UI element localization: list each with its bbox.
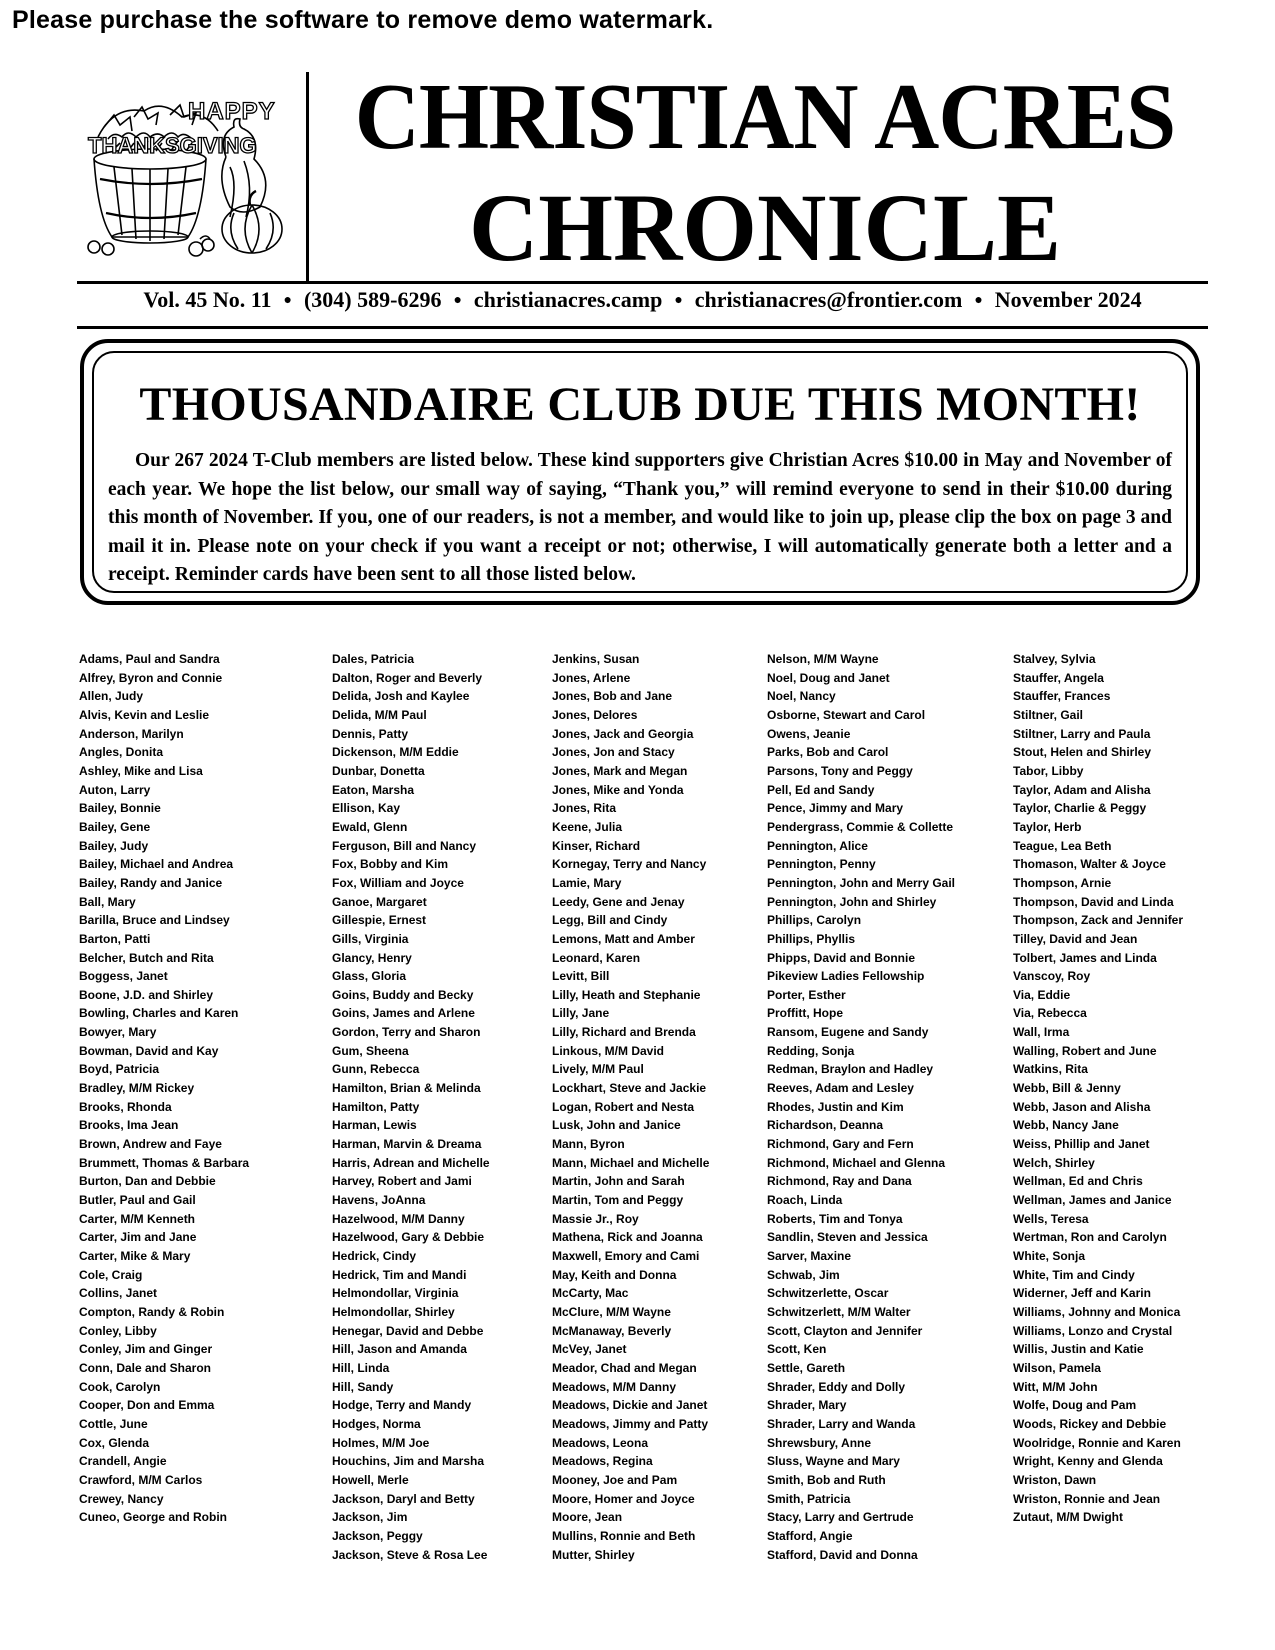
member-name: Parsons, Tony and Peggy — [767, 763, 913, 778]
member-name: Linkous, M/M David — [552, 1043, 665, 1058]
member-name: Shrewsbury, Anne — [767, 1435, 872, 1450]
member-name: Leonard, Karen — [552, 950, 641, 965]
member-name: Cox, Glenda — [79, 1435, 150, 1450]
member-name: Owens, Jeanie — [767, 726, 851, 741]
member-name: White, Tim and Cindy — [1013, 1267, 1135, 1282]
announcement-box — [80, 339, 1200, 605]
member-name: Hodge, Terry and Mandy — [332, 1398, 472, 1413]
member-name: Wright, Kenny and Glenda — [1013, 1454, 1163, 1469]
member-name: Mooney, Joe and Pam — [552, 1472, 678, 1487]
member-name: Boggess, Janet — [79, 969, 168, 984]
member-name: Jones, Delores — [552, 707, 638, 722]
member-name: Willis, Justin and Katie — [1013, 1342, 1144, 1357]
member-name: Sluss, Wayne and Mary — [767, 1454, 900, 1469]
member-name: Smith, Patricia — [767, 1491, 851, 1506]
member-name: Zutaut, M/M Dwight — [1013, 1510, 1123, 1525]
member-name: Tabor, Libby — [1013, 763, 1084, 778]
member-name: Mann, Michael and Michelle — [552, 1155, 710, 1170]
member-name: Kinser, Richard — [552, 838, 641, 853]
member-name: Alfrey, Byron and Connie — [79, 670, 223, 685]
member-name: Mutter, Shirley — [552, 1547, 635, 1562]
member-name: Lively, M/M Paul — [552, 1062, 644, 1077]
member-name: Ball, Mary — [79, 894, 136, 909]
member-list-column-4 — [767, 650, 955, 1564]
member-name: Schwab, Jim — [767, 1267, 840, 1282]
member-name: Parks, Bob and Carol — [767, 745, 889, 760]
member-name: Reeves, Adam and Lesley — [767, 1081, 914, 1096]
member-name: Scott, Clayton and Jennifer — [767, 1323, 923, 1338]
member-name: Williams, Johnny and Monica — [1013, 1304, 1181, 1319]
member-name: Thompson, Arnie — [1013, 875, 1112, 890]
member-name: Maxwell, Emory and Cami — [552, 1249, 700, 1263]
thanksgiving-logo — [84, 97, 296, 262]
member-name: Glancy, Henry — [332, 950, 412, 965]
member-name: Levitt, Bill — [552, 969, 610, 984]
masthead-rule-top — [77, 281, 1208, 284]
member-name: Glass, Gloria — [332, 969, 407, 984]
member-name: Houchins, Jim and Marsha — [332, 1454, 485, 1469]
bullet-separator: ● — [674, 293, 683, 308]
member-name: Gum, Sheena — [332, 1043, 409, 1058]
member-name: Brooks, Ima Jean — [79, 1118, 179, 1133]
member-name: Weiss, Phillip and Janet — [1013, 1137, 1150, 1152]
member-name: Taylor, Charlie & Peggy — [1013, 801, 1147, 816]
member-name: Mathena, Rick and Joanna — [552, 1230, 703, 1245]
member-name: Hazelwood, Gary & Debbie — [332, 1230, 485, 1245]
member-name: Pence, Jimmy and Mary — [767, 801, 904, 816]
member-name: Pikeview Ladies Fellowship — [767, 969, 925, 984]
member-name: Hedrick, Tim and Mandi — [332, 1267, 467, 1282]
member-name: Conley, Jim and Ginger — [79, 1342, 213, 1357]
member-name: Welch, Shirley — [1013, 1155, 1095, 1170]
member-name: Anderson, Marilyn — [79, 726, 184, 741]
member-name: McManaway, Beverly — [552, 1323, 672, 1338]
member-name: Delida, Josh and Kaylee — [332, 689, 470, 704]
member-name: Bradley, M/M Rickey — [79, 1081, 195, 1096]
masthead-title-line1: CHRISTIAN ACRES — [354, 65, 1176, 169]
member-name: Richardson, Deanna — [767, 1118, 884, 1133]
member-name: Boyd, Patricia — [79, 1062, 160, 1077]
member-name: Angles, Donita — [79, 745, 164, 760]
bullet-separator: ● — [974, 293, 983, 308]
member-name: Hedrick, Cindy — [332, 1249, 417, 1263]
member-name: Pell, Ed and Sandy — [767, 782, 875, 797]
member-name: Meadows, Leona — [552, 1435, 649, 1450]
member-name: Goins, James and Arlene — [332, 1006, 475, 1021]
member-name: Schwitzerlett, M/M Walter — [767, 1304, 911, 1319]
member-name: Ganoe, Margaret — [332, 894, 427, 909]
member-name: Watkins, Rita — [1013, 1062, 1088, 1077]
member-name: Jones, Mark and Megan — [552, 763, 688, 778]
member-name: Smith, Bob and Ruth — [767, 1472, 886, 1487]
member-name: Dales, Patricia — [332, 652, 415, 666]
masthead-divider — [306, 72, 309, 282]
announcement-box-inner — [92, 351, 1188, 593]
member-name: Bailey, Gene — [79, 819, 151, 834]
member-name: Witt, M/M John — [1013, 1379, 1098, 1394]
member-name: Auton, Larry — [79, 782, 151, 797]
member-name: Alvis, Kevin and Leslie — [79, 707, 210, 722]
member-name: Meadows, Jimmy and Patty — [552, 1416, 709, 1431]
member-name: Thompson, David and Linda — [1013, 894, 1174, 909]
member-name: Keene, Julia — [552, 819, 623, 834]
member-name: Allen, Judy — [79, 689, 144, 704]
member-name: Meadows, Dickie and Janet — [552, 1398, 708, 1413]
member-name: Wriston, Dawn — [1013, 1472, 1097, 1487]
member-name: Ferguson, Bill and Nancy — [332, 838, 477, 853]
member-name: Jones, Jon and Stacy — [552, 745, 675, 760]
member-name: May, Keith and Donna — [552, 1267, 677, 1282]
member-name: Sarver, Maxine — [767, 1249, 852, 1263]
member-name: Sandlin, Steven and Jessica — [767, 1230, 928, 1245]
member-name: Bailey, Michael and Andrea — [79, 857, 234, 872]
member-name: Meador, Chad and Megan — [552, 1360, 697, 1375]
member-name: Noel, Doug and Janet — [767, 670, 890, 685]
member-name: Bailey, Randy and Janice — [79, 875, 223, 890]
member-name: Fox, Bobby and Kim — [332, 857, 449, 872]
member-name: Redding, Sonja — [767, 1043, 855, 1058]
member-list-column-5 — [1013, 650, 1183, 1527]
member-name: Rhodes, Justin and Kim — [767, 1099, 904, 1114]
member-name: Lockhart, Steve and Jackie — [552, 1081, 707, 1096]
member-name: Bowling, Charles and Karen — [79, 1006, 239, 1021]
member-name: Bowman, David and Kay — [79, 1043, 219, 1058]
member-name: Collins, Janet — [79, 1286, 158, 1301]
phone-number: (304) 589-6296 — [303, 287, 442, 312]
member-name: Hamilton, Patty — [332, 1099, 420, 1114]
member-name: Widerner, Jeff and Karin — [1013, 1286, 1151, 1301]
member-name: Dunbar, Donetta — [332, 763, 425, 778]
member-name: Williams, Lonzo and Crystal — [1013, 1323, 1173, 1338]
member-name: Lusk, John and Janice — [552, 1118, 681, 1133]
member-name: Stafford, David and Donna — [767, 1547, 918, 1562]
member-name: Cole, Craig — [79, 1267, 143, 1282]
member-name: Harvey, Robert and Jami — [332, 1174, 472, 1189]
member-name: Barilla, Bruce and Lindsey — [79, 913, 230, 928]
member-name: Bailey, Bonnie — [79, 801, 161, 816]
member-name: Pennington, John and Shirley — [767, 894, 937, 909]
member-name: Phillips, Carolyn — [767, 913, 862, 928]
member-name: Stacy, Larry and Gertrude — [767, 1510, 914, 1525]
member-name: Stiltner, Larry and Paula — [1013, 726, 1151, 741]
member-name: Henegar, David and Debbe — [332, 1323, 484, 1338]
member-name: Holmes, M/M Joe — [332, 1435, 430, 1450]
member-name: Hill, Jason and Amanda — [332, 1342, 467, 1357]
member-name: Logan, Robert and Nesta — [552, 1099, 695, 1114]
issue-date: November 2024 — [994, 287, 1142, 312]
member-name: Walling, Robert and June — [1013, 1043, 1157, 1058]
member-name: Harman, Marvin & Dreama — [332, 1137, 482, 1152]
member-name: Wilson, Pamela — [1013, 1360, 1101, 1375]
member-name: Phipps, David and Bonnie — [767, 950, 916, 965]
member-name: Webb, Jason and Alisha — [1013, 1099, 1151, 1114]
member-name: Cuneo, George and Robin — [79, 1510, 228, 1525]
member-name: Webb, Nancy Jane — [1013, 1118, 1119, 1133]
member-name: Adams, Paul and Sandra — [79, 652, 220, 666]
member-name: Dalton, Roger and Beverly — [332, 670, 483, 685]
member-name: Jackson, Steve & Rosa Lee — [332, 1547, 488, 1562]
bullet-separator: ● — [453, 293, 462, 308]
member-list-column-1 — [79, 650, 249, 1527]
member-name: Settle, Gareth — [767, 1360, 846, 1375]
member-name: Wolfe, Doug and Pam — [1013, 1398, 1137, 1413]
email-link[interactable]: christianacres@frontier.com — [694, 287, 963, 312]
member-name: Burton, Dan and Debbie — [79, 1174, 216, 1189]
member-name: Roach, Linda — [767, 1193, 843, 1208]
member-name: Wellman, Ed and Chris — [1013, 1174, 1143, 1189]
member-name: Wall, Irma — [1013, 1025, 1070, 1040]
member-name: Legg, Bill and Cindy — [552, 913, 668, 928]
member-name: Crandell, Angie — [79, 1454, 167, 1469]
member-name: Gillespie, Ernest — [332, 913, 427, 928]
member-name: Cook, Carolyn — [79, 1379, 161, 1394]
member-name: Tolbert, James and Linda — [1013, 950, 1157, 965]
member-name: Lilly, Heath and Stephanie — [552, 987, 701, 1002]
member-name: Ewald, Glenn — [332, 819, 408, 834]
demo-watermark: Please purchase the software to remove demo watermark. — [12, 6, 714, 34]
member-name: Fox, William and Joyce — [332, 875, 464, 890]
member-name: McCarty, Mac — [552, 1286, 629, 1301]
member-name: Via, Eddie — [1013, 987, 1071, 1002]
member-name: Proffitt, Hope — [767, 1006, 843, 1021]
member-name: Schwitzerlette, Oscar — [767, 1286, 889, 1301]
member-name: Shrader, Mary — [767, 1398, 847, 1413]
member-name: Bailey, Judy — [79, 838, 149, 853]
member-name: Conley, Libby — [79, 1323, 157, 1338]
member-name: Moore, Jean — [552, 1510, 623, 1525]
member-name: Pendergrass, Commie & Collette — [767, 819, 954, 834]
member-name: Ashley, Mike and Lisa — [79, 763, 203, 778]
member-name: Jones, Mike and Yonda — [552, 782, 684, 797]
member-name: Kornegay, Terry and Nancy — [552, 857, 707, 872]
member-name: Martin, John and Sarah — [552, 1174, 685, 1189]
volume-number: Vol. 45 No. 11 — [143, 287, 272, 312]
member-name: Eaton, Marsha — [332, 782, 415, 797]
member-name: Cottle, June — [79, 1416, 148, 1431]
member-name: Richmond, Gary and Fern — [767, 1137, 914, 1152]
member-name: Osborne, Stewart and Carol — [767, 707, 926, 722]
member-name: Pennington, Penny — [767, 857, 876, 872]
member-name: Goins, Buddy and Becky — [332, 987, 474, 1002]
member-name: Carter, M/M Kenneth — [79, 1211, 196, 1226]
member-name: Phillips, Phyllis — [767, 931, 856, 946]
member-name: Wertman, Ron and Carolyn — [1013, 1230, 1167, 1245]
member-name: Brummett, Thomas & Barbara — [79, 1155, 250, 1170]
member-name: Gunn, Rebecca — [332, 1062, 420, 1077]
member-name: Woolridge, Ronnie and Karen — [1013, 1435, 1181, 1450]
member-name: Mann, Byron — [552, 1137, 625, 1152]
member-name: Shrader, Larry and Wanda — [767, 1416, 916, 1431]
member-name: Roberts, Tim and Tonya — [767, 1211, 903, 1226]
member-name: Massie Jr., Roy — [552, 1211, 639, 1226]
member-name: Gordon, Terry and Sharon — [332, 1025, 481, 1040]
member-name: Carter, Jim and Jane — [79, 1230, 197, 1245]
member-name: Dennis, Patty — [332, 726, 409, 741]
member-name: Porter, Esther — [767, 987, 846, 1002]
member-name: Jackson, Peggy — [332, 1528, 423, 1543]
member-name: Wriston, Ronnie and Jean — [1013, 1491, 1161, 1506]
member-name: Scott, Ken — [767, 1342, 827, 1357]
logo-thanksgiving-text: THANKSGIVING — [88, 133, 257, 158]
member-name: Bowyer, Mary — [79, 1025, 157, 1040]
logo-happy-text: HAPPY — [188, 98, 276, 125]
member-name: Pennington, Alice — [767, 838, 868, 853]
member-name: Redman, Braylon and Hadley — [767, 1062, 934, 1077]
member-name: Gills, Virginia — [332, 931, 409, 946]
member-name: Meadows, M/M Danny — [552, 1379, 677, 1394]
masthead-infobar — [77, 287, 1208, 313]
member-name: Harman, Lewis — [332, 1118, 417, 1133]
member-name: Dickenson, M/M Eddie — [332, 745, 459, 760]
member-name: Noel, Nancy — [767, 689, 836, 704]
member-name: Brooks, Rhonda — [79, 1099, 172, 1114]
member-name: Wells, Teresa — [1013, 1211, 1089, 1226]
member-name: Lamie, Mary — [552, 875, 622, 890]
member-name: Shrader, Eddy and Dolly — [767, 1379, 906, 1394]
masthead-title-line2: CHRONICLE — [468, 174, 1062, 281]
member-name: Barton, Patti — [79, 931, 151, 946]
masthead-rule-bottom — [77, 326, 1208, 329]
member-name: Cooper, Don and Emma — [79, 1398, 215, 1413]
member-name: White, Sonja — [1013, 1249, 1085, 1263]
member-name: Crawford, M/M Carlos — [79, 1472, 203, 1487]
member-name: Jones, Bob and Jane — [552, 689, 673, 704]
member-name: Thompson, Zack and Jennifer — [1013, 913, 1184, 928]
member-name: Pennington, John and Merry Gail — [767, 875, 956, 890]
bullet-separator: ● — [283, 293, 292, 308]
member-name: Meadows, Regina — [552, 1454, 653, 1469]
member-name: Stalvey, Sylvia — [1013, 652, 1096, 666]
member-name: Butler, Paul and Gail — [79, 1193, 196, 1208]
member-name: Jenkins, Susan — [552, 652, 640, 666]
member-name: Hill, Linda — [332, 1360, 390, 1375]
member-name: Delida, M/M Paul — [332, 707, 427, 722]
member-name: Hamilton, Brian & Melinda — [332, 1081, 481, 1096]
member-name: Wellman, James and Janice — [1013, 1193, 1172, 1208]
member-name: Jackson, Jim — [332, 1510, 408, 1525]
member-name: Lemons, Matt and Amber — [552, 931, 695, 946]
member-name: Moore, Homer and Joyce — [552, 1491, 695, 1506]
member-name: Nelson, M/M Wayne — [767, 652, 879, 666]
member-name: Jones, Arlene — [552, 670, 631, 685]
member-name: Jones, Rita — [552, 801, 617, 816]
member-name: Thomason, Walter & Joyce — [1013, 857, 1166, 872]
member-name: Hill, Sandy — [332, 1379, 394, 1394]
member-name: Hazelwood, M/M Danny — [332, 1211, 465, 1226]
member-name: Leedy, Gene and Jenay — [552, 894, 685, 909]
member-name: Havens, JoAnna — [332, 1193, 426, 1208]
member-name: McClure, M/M Wayne — [552, 1304, 671, 1319]
member-name: Stafford, Angie — [767, 1528, 853, 1543]
member-name: Harris, Adrean and Michelle — [332, 1155, 490, 1170]
member-name: Mullins, Ronnie and Beth — [552, 1528, 696, 1543]
announcement-headline: THOUSANDAIRE CLUB DUE THIS MONTH! — [139, 378, 1141, 431]
member-name: Vanscoy, Roy — [1013, 969, 1091, 984]
member-name: Jones, Jack and Georgia — [552, 726, 694, 741]
member-name: Stauffer, Angela — [1013, 670, 1104, 685]
member-name: Brown, Andrew and Faye — [79, 1137, 222, 1152]
member-name: Taylor, Herb — [1013, 819, 1082, 834]
member-name: Lilly, Jane — [552, 1006, 610, 1021]
member-name: Ellison, Kay — [332, 801, 401, 816]
member-name: Compton, Randy & Robin — [79, 1304, 225, 1319]
member-name: Conn, Dale and Sharon — [79, 1360, 212, 1375]
member-name: Boone, J.D. and Shirley — [79, 987, 214, 1002]
member-name: Helmondollar, Virginia — [332, 1286, 459, 1301]
member-name: Stout, Helen and Shirley — [1013, 745, 1152, 760]
member-list-column-3 — [552, 650, 709, 1564]
member-name: Stauffer, Frances — [1013, 689, 1111, 704]
member-name: Webb, Bill & Jenny — [1013, 1081, 1121, 1096]
announcement-body: Our 267 2024 T-Club members are listed below. These kind supporters give Christian Acres $10.00 in May and November of each year. We hope the list below, our small way of saying, “Thank you,” will remind everyone to send in their $10.00 during this month of November. If you, one of our readers, is not a member, and would like to join up, please clip the box on page 3 and mail it in. Please note on your check if you want a receipt or not; otherwise, I will automatically generate both a letter and a receipt. Reminder cards have been sent to all those listed below. — [108, 450, 1172, 585]
member-name: Ransom, Eugene and Sandy — [767, 1025, 929, 1040]
member-name: Carter, Mike & Mary — [79, 1249, 191, 1263]
member-name: Stiltner, Gail — [1013, 707, 1084, 722]
member-name: McVey, Janet — [552, 1342, 627, 1357]
member-name: Woods, Rickey and Debbie — [1013, 1416, 1167, 1431]
member-name: Hodges, Norma — [332, 1416, 421, 1431]
member-name: Helmondollar, Shirley — [332, 1304, 455, 1319]
member-name: Taylor, Adam and Alisha — [1013, 782, 1151, 797]
member-name: Via, Rebecca — [1013, 1006, 1087, 1021]
member-name: Lilly, Richard and Brenda — [552, 1025, 696, 1040]
member-name: Jackson, Daryl and Betty — [332, 1491, 475, 1506]
member-name: Richmond, Michael and Glenna — [767, 1155, 946, 1170]
member-name: Tilley, David and Jean — [1013, 931, 1138, 946]
member-name: Belcher, Butch and Rita — [79, 950, 214, 965]
website-link[interactable]: christianacres.camp — [473, 287, 663, 312]
member-list-column-2 — [332, 650, 490, 1564]
member-name: Teague, Lea Beth — [1013, 838, 1112, 853]
member-name: Crewey, Nancy — [79, 1491, 164, 1506]
member-name: Howell, Merle — [332, 1472, 409, 1487]
member-name: Richmond, Ray and Dana — [767, 1174, 912, 1189]
member-name: Martin, Tom and Peggy — [552, 1193, 684, 1208]
